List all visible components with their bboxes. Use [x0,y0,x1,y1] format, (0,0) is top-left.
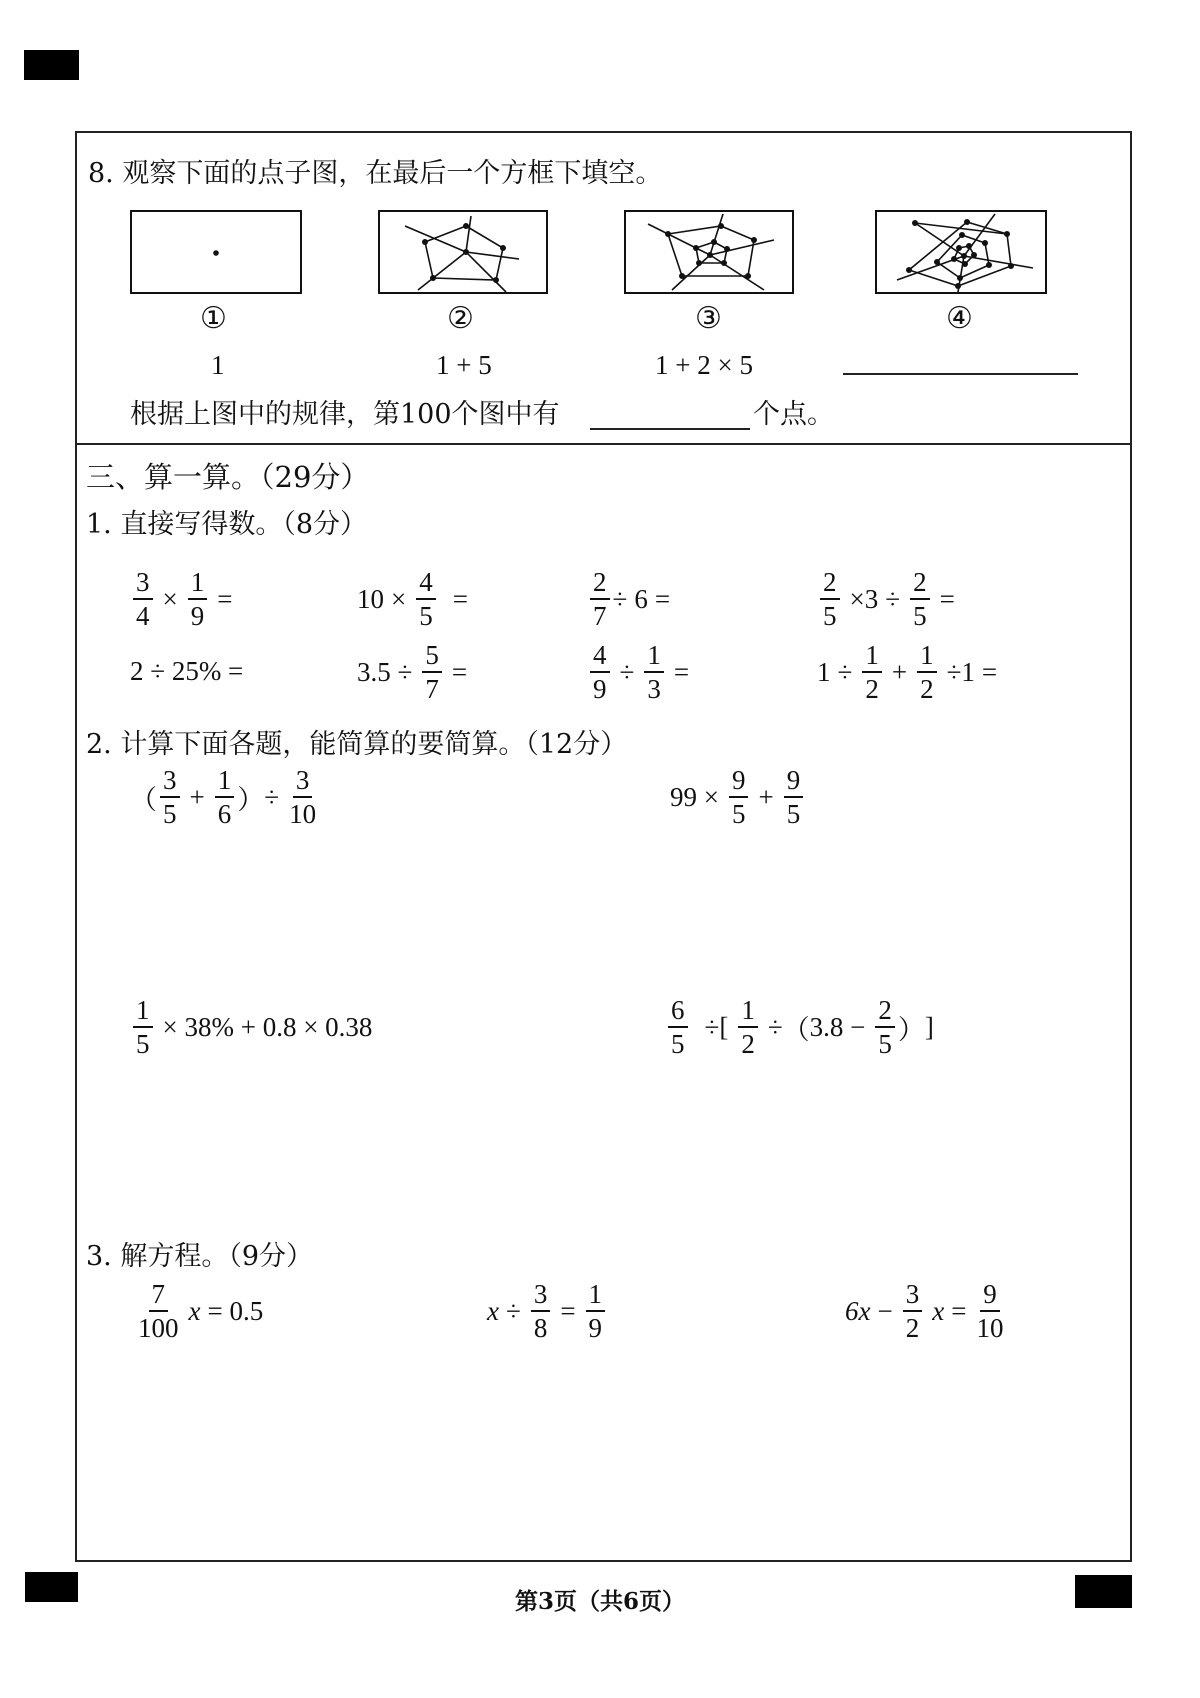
oral-calc-4: 2 5 × 3 ÷ 2 5 = [817,568,955,631]
equation-1: 7 100 x = 0.5 [138,1279,264,1344]
oral-calc-6: 3.5 ÷ 5 7 = [357,640,468,705]
fraction: 2 5 [820,568,840,631]
figure-label-4: ④ [946,301,973,336]
fraction: 4 5 [416,568,436,631]
page-footer: 第3页（共6页） [514,1588,685,1615]
q8-rule-answer-blank[interactable] [590,428,750,430]
fraction: 1 2 [738,996,758,1059]
fraction: 3 2 [903,1280,923,1343]
fraction: 2 5 [875,996,895,1059]
fraction: 1 2 [862,641,882,704]
figure-4-answer-blank[interactable] [843,373,1078,375]
oral-calc-5: 2 ÷ 25% = [130,656,244,686]
fraction: 2 5 [910,568,930,631]
fraction: 7 100 [138,1279,179,1344]
fraction: 3 4 [133,568,153,631]
dot-figure-3 [624,210,794,294]
oral-calc-3: $\frac{2}{7}$ ÷ 6 = [587,568,670,631]
section-3-title: 三、算一算。（29分） [86,460,370,494]
exam-frame [75,131,1132,1562]
dot-figure-2 [378,210,548,294]
fraction: 3 5 [160,766,180,829]
oral-calc-7: 4 9 ÷ 1 3 = [587,641,689,704]
calc-problem-4: 6 5 ÷ [ 1 2 ÷ （ 3.8 − 2 5 ） ] [665,996,934,1059]
figure-label-1: ① [200,301,227,336]
figure-expr-1: 1 [211,350,225,380]
section-divider [75,443,1132,445]
fraction: 1 9 [586,1280,606,1343]
figure-expr-3: 1 + 2 × 5 [655,350,753,380]
fraction: 5 7 [422,641,442,704]
fraction: 9 10 [976,1279,1004,1344]
oral-calc-1: 3 4 × 1 9 = [130,568,232,631]
q8-title: 8. 观察下面的点子图，在最后一个方框下填空。 [88,158,663,189]
equation-3: 6x − 3 2 x = 9 10 [845,1279,1004,1344]
calc-problem-2: 99 × 9 5 + 9 5 [670,766,806,829]
oral-calc-8: 1 ÷ 1 2 + 1 2 ÷ 1 = [817,640,998,705]
fraction: 1 3 [644,641,664,704]
dot-figure-1 [130,210,302,294]
part-2-title: 2. 计算下面各题，能简算的要简算。（12分） [86,729,628,760]
calc-problem-3: 1 5 × 38% + 0.8 × 0.38 [130,996,372,1059]
part-3-title: 3. 解方程。（9分） [86,1241,314,1272]
q8-rule-suffix: 个点。 [753,399,834,430]
figure-label-3: ③ [695,301,722,336]
figure-expr-2: 1 + 5 [436,350,492,380]
q8-rule-prefix: 根据上图中的规律，第100个图中有 [130,399,560,430]
fraction: 6 5 [668,996,688,1059]
fraction: 1 6 [215,766,235,829]
fraction: 9 5 [784,766,804,829]
fraction: 1 2 [917,641,937,704]
fraction: 3 8 [531,1280,551,1343]
fraction: 3 10 [289,765,317,830]
equation-2: x ÷ 3 8 = 1 9 [487,1280,608,1343]
registration-mark-top-left [24,50,79,80]
calc-problem-1: （ 3 5 + 1 6 ） ÷ 3 10 [130,765,317,830]
fraction: $\frac{2}{7}$ [590,568,610,631]
dot-figure-4 [875,210,1047,294]
fraction: 1 5 [133,996,153,1059]
figure-label-2: ② [447,301,474,336]
fraction: 9 5 [729,766,749,829]
fraction: 4 9 [590,641,610,704]
fraction: 1 9 [188,568,208,631]
part-1-title: 1. 直接写得数。（8分） [86,509,368,540]
oral-calc-2: 10 × 4 5 = [357,567,468,632]
